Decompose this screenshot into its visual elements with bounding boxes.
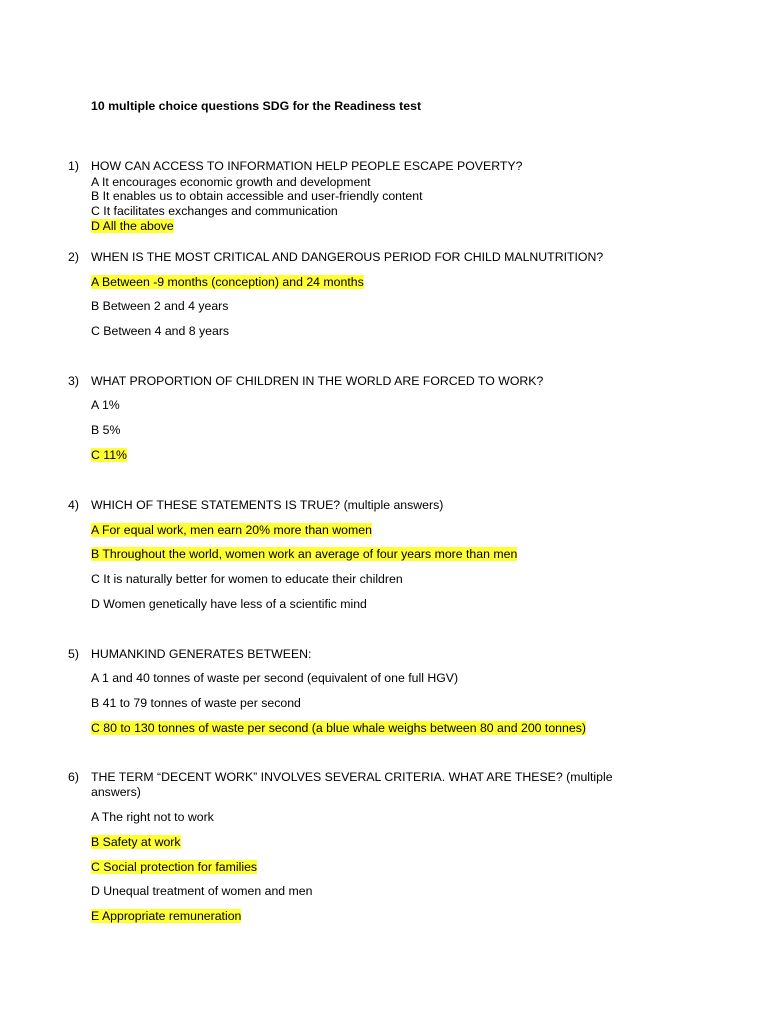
question-text: WHAT PROPORTION OF CHILDREN IN THE WORLD ARE FORCED TO WORK? [91,374,544,388]
option-4d: D Women genetically have less of a scientific mind [91,597,367,611]
highlighted-answer: D All the above [91,219,174,233]
question-text: THE TERM “DECENT WORK” INVOLVES SEVERAL CRITERIA. WHAT ARE THESE? (multiple answers) [91,770,613,799]
option-4a [91,523,372,538]
option-6d: D Unequal treatment of women and men [91,884,313,898]
option-6e [91,909,241,924]
option-5c [91,721,586,736]
option-1c: C It facilitates exchanges and communication [91,204,338,218]
option-4c: C It is naturally better for women to educate their children [91,572,403,586]
option-1b: B It enables us to obtain accessible and user-friendly content [91,189,423,203]
document-title: 10 multiple choice questions SDG for the Readiness test [91,99,422,113]
question-number: 5) [68,647,79,661]
option-6c [91,860,257,875]
highlighted-answer: C Social protection for families [91,860,258,874]
highlighted-answer: E Appropriate remuneration [91,909,242,923]
highlighted-answer: C 11% [91,448,127,462]
question-number: 1) [68,159,79,173]
question-number: 6) [68,770,79,784]
question-text: HOW CAN ACCESS TO INFORMATION HELP PEOPLE ESCAPE POVERTY? [91,159,523,173]
option-5a: A 1 and 40 tonnes of waste per second (equivalent of one full HGV) [91,671,459,685]
option-2c: C Between 4 and 8 years [91,324,230,338]
question-text: WHEN IS THE MOST CRITICAL AND DANGEROUS PERIOD FOR CHILD MALNUTRITION? [91,250,604,264]
highlighted-answer: B Throughout the world, women work an average of four years more than men [91,547,518,561]
option-5b: B 41 to 79 tonnes of waste per second [91,696,301,710]
option-4b [91,547,517,562]
question-text: HUMANKIND GENERATES BETWEEN: [91,647,312,661]
option-2a [91,275,364,290]
option-3a: A 1% [91,398,120,412]
question-number: 2) [68,250,79,264]
option-6a: A The right not to work [91,810,214,824]
question-number: 4) [68,498,79,512]
question-text: WHICH OF THESE STATEMENTS IS TRUE? (multiple answers) [91,498,444,512]
option-1a: A It encourages economic growth and development [91,175,371,189]
highlighted-answer: A Between -9 months (conception) and 24 months [91,275,364,289]
highlighted-answer: B Safety at work [91,835,181,849]
option-3b: B 5% [91,423,121,437]
highlighted-answer: C 80 to 130 tonnes of waste per second (a blue whale weighs between 80 and 200 tonnes) [91,721,586,735]
option-3c [91,448,127,463]
highlighted-answer: A For equal work, men earn 20% more than women [91,523,372,537]
option-1d [91,219,174,234]
question-number: 3) [68,374,79,388]
option-2b: B Between 2 and 4 years [91,299,229,313]
option-6b [91,835,181,850]
